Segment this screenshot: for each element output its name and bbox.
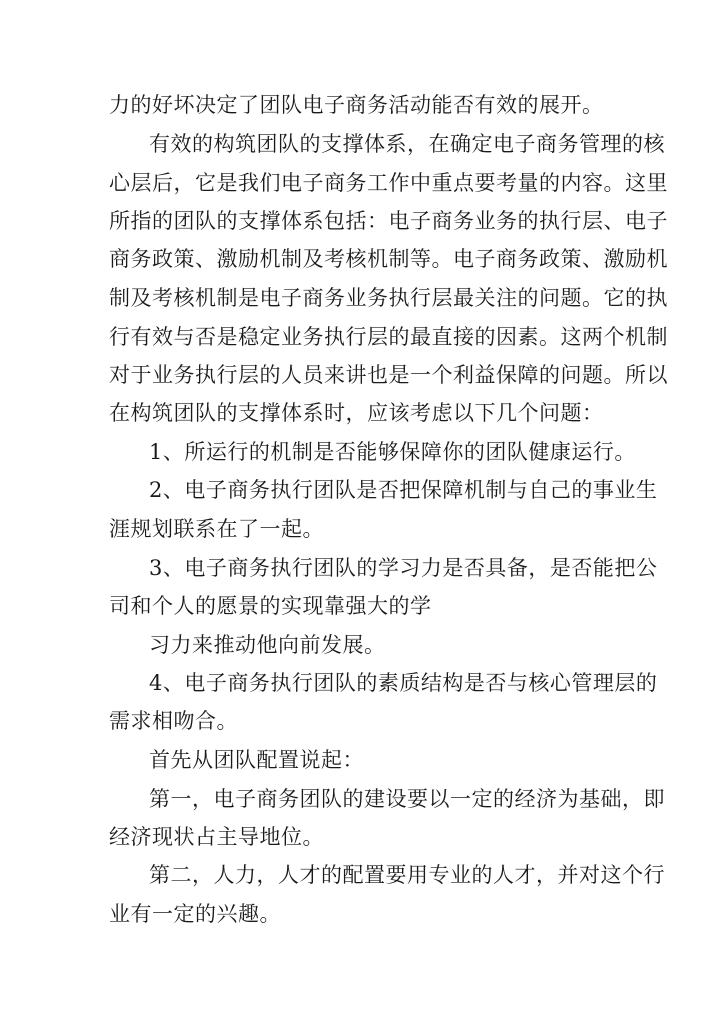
list-item-1: 1、所运行的机制是否能够保障你的团队健康运行。 — [149, 440, 636, 464]
paragraph-first-line: 第二，人力，人才的配置要用专业的人才，并对这个行 — [149, 863, 665, 887]
paragraph-first-line: 有效的构筑团队的支撑体系，在确定电子商务管理的核 — [149, 132, 665, 156]
text-line: 涯规划联系在了一起。 — [109, 517, 324, 541]
paragraph-first-line: 第一，电子商务团队的建设要以一定的经济为基础，即 — [149, 787, 665, 811]
list-item-4: 4、电子商务执行团队的素质结构是否与核心管理层的 — [149, 671, 658, 695]
text-line: 行有效与否是稳定业务执行层的最直接的因素。这两个机制 — [109, 325, 668, 349]
text-line: 所指的团队的支撑体系包括：电子商务业务的执行层、电子 — [109, 209, 668, 233]
text-line: 经济现状占主导地位。 — [109, 825, 324, 849]
text-line: 力的好坏决定了团队电子商务活动能否有效的展开。 — [109, 93, 604, 117]
text-line: 心层后，它是我们电子商务工作中重点要考量的内容。这里 — [109, 171, 668, 195]
text-line: 对于业务执行层的人员来讲也是一个利益保障的问题。所以 — [109, 363, 668, 387]
text-line: 制及考核机制是电子商务业务执行层最关注的问题。它的执 — [109, 286, 668, 310]
text-line: 习力来推动他向前发展。 — [149, 633, 386, 657]
list-item-3: 3、电子商务执行团队的学习力是否具备，是否能把公 — [149, 556, 658, 580]
paragraph-first-line: 首先从团队配置说起： — [149, 748, 364, 772]
text-line: 司和个人的愿景的实现靠强大的学 — [109, 594, 432, 618]
text-line: 需求相吻合。 — [109, 709, 238, 733]
text-line: 在构筑团队的支撑体系时，应该考虑以下几个问题： — [109, 401, 604, 425]
text-line: 商务政策、激励机制及考核机制等。电子商务政策、激励机 — [109, 247, 668, 271]
list-item-2: 2、电子商务执行团队是否把保障机制与自己的事业生 — [149, 478, 658, 502]
text-line: 业有一定的兴趣。 — [109, 902, 281, 926]
